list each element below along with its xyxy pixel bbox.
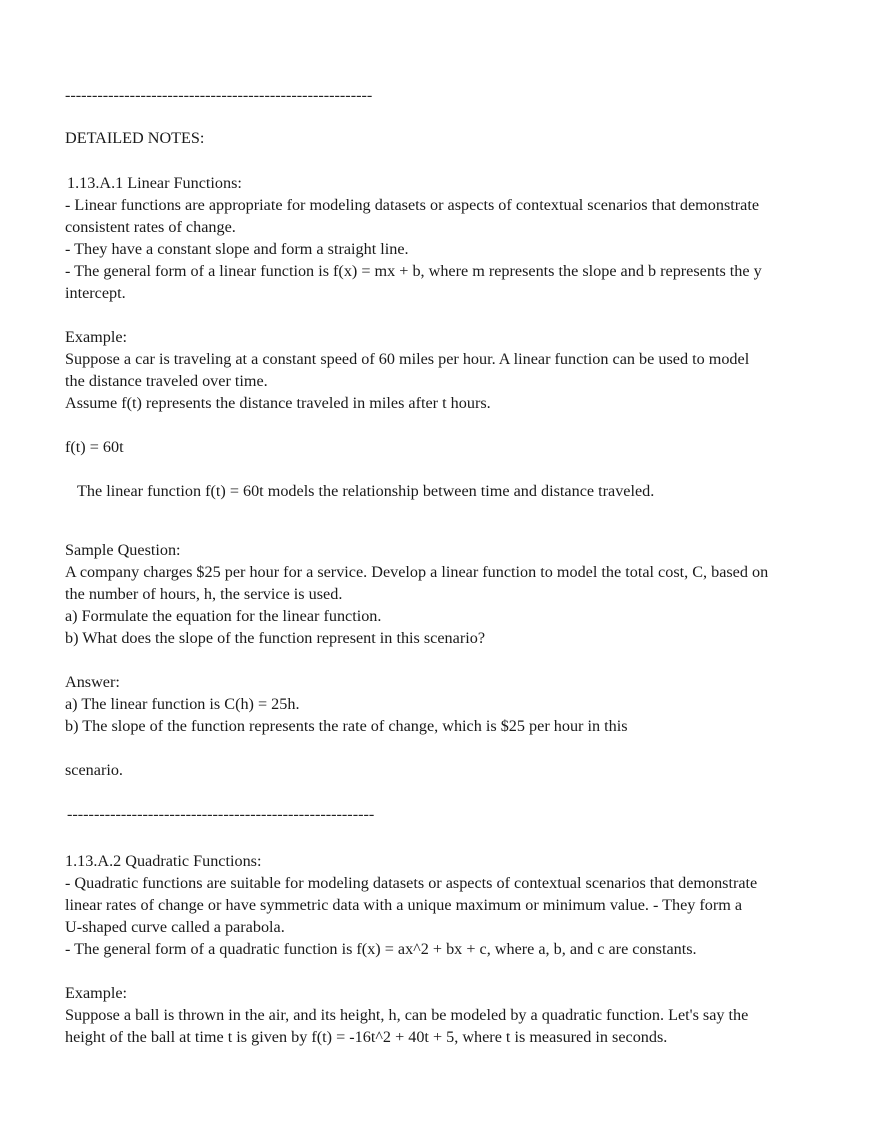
example-label: Example: bbox=[65, 984, 128, 1002]
example-text: the distance traveled over time. bbox=[65, 372, 268, 390]
bullet-text: consistent rates of change. bbox=[65, 218, 236, 236]
bullet-text: linear rates of change or have symmetric data with a unique maximum or minimum value. - They form a bbox=[65, 896, 743, 914]
answer-text: b) The slope of the function represents the rate of change, which is $25 per hour in this bbox=[65, 717, 628, 735]
example-text: height of the ball at time t is given by f(t) = -16t^2 + 40t + 5, where t is measured in seconds. bbox=[65, 1028, 668, 1046]
section-title: 1.13.A.2 Quadratic Functions: bbox=[65, 852, 262, 870]
bullet-text: - They have a constant slope and form a straight line. bbox=[65, 240, 409, 258]
bullet-text: - Linear functions are appropriate for modeling datasets or aspects of contextual scenarios that demonstrate bbox=[65, 196, 760, 214]
bullet-text: - Quadratic functions are suitable for modeling datasets or aspects of contextual scenarios that demonstrate bbox=[65, 874, 758, 892]
question-text: b) What does the slope of the function represent in this scenario? bbox=[65, 629, 485, 647]
separator-line: --------------------------------------------------------- bbox=[65, 86, 373, 104]
bullet-text: - The general form of a quadratic function is f(x) = ax^2 + bx + c, where a, b, and c are constants. bbox=[65, 940, 697, 958]
example-text: Suppose a ball is thrown in the air, and its height, h, can be modeled by a quadratic function. Let's say the bbox=[65, 1006, 749, 1024]
question-text: the number of hours, h, the service is used. bbox=[65, 585, 343, 603]
question-text: A company charges $25 per hour for a service. Develop a linear function to model the total cost, C, based on bbox=[65, 563, 769, 581]
question-label: Sample Question: bbox=[65, 541, 181, 559]
question-text: a) Formulate the equation for the linear function. bbox=[65, 607, 382, 625]
separator-line: --------------------------------------------------------- bbox=[67, 805, 375, 823]
answer-label: Answer: bbox=[65, 673, 120, 691]
example-text: Assume f(t) represents the distance traveled in miles after t hours. bbox=[65, 394, 491, 412]
answer-continuation: scenario. bbox=[65, 761, 123, 779]
bullet-text: - The general form of a linear function is f(x) = mx + b, where m represents the slope and b represents the y bbox=[65, 262, 762, 280]
formula-note: The linear function f(t) = 60t models the relationship between time and distance traveled. bbox=[77, 482, 655, 500]
section-title: 1.13.A.1 Linear Functions: bbox=[67, 174, 242, 192]
example-label: Example: bbox=[65, 328, 128, 346]
bullet-text: intercept. bbox=[65, 284, 126, 302]
answer-text: a) The linear function is C(h) = 25h. bbox=[65, 695, 300, 713]
formula: f(t) = 60t bbox=[65, 438, 124, 456]
bullet-text: U-shaped curve called a parabola. bbox=[65, 918, 285, 936]
notes-heading: DETAILED NOTES: bbox=[65, 129, 205, 147]
example-text: Suppose a car is traveling at a constant speed of 60 miles per hour. A linear function can be used to model bbox=[65, 350, 750, 368]
